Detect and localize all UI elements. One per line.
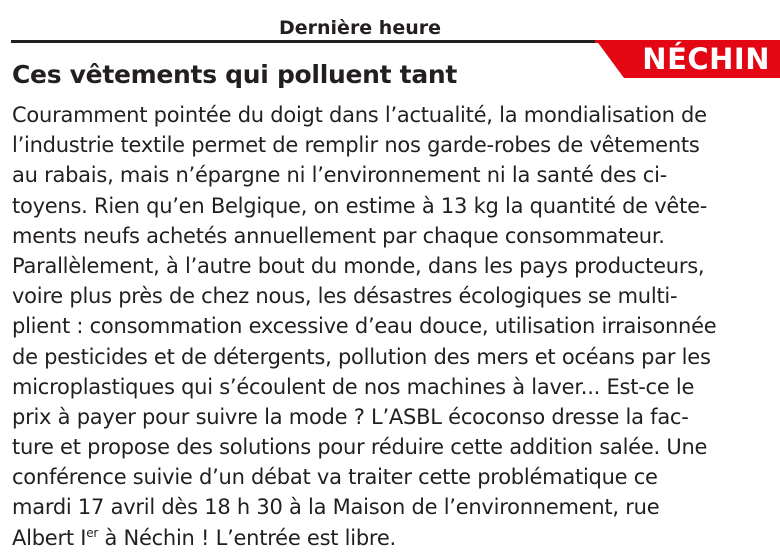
header-rule (11, 40, 595, 43)
section-kicker: Dernière heure (278, 17, 442, 39)
article-line: microplastiques qui s’écoulent de nos machines à laver... Est-ce le (12, 374, 695, 399)
location-tag (596, 40, 780, 78)
article-line: plient : consommation excessive d’eau douce, utilisation irraisonnée (12, 314, 717, 339)
article-headline: Ces vêtements qui polluent tant (12, 60, 458, 89)
article-line: de pesticides et de détergents, pollution des mers et océans par les (12, 344, 711, 369)
article-body (12, 100, 772, 553)
article-line: prix à payer pour suivre la mode ? L’ASBL écoconso dresse la fac- (12, 404, 689, 429)
article-line: au rabais, mais n’épargne ni l’environnement ni la santé des ci- (12, 163, 668, 188)
article-last-line (12, 523, 772, 553)
article-line: toyens. Rien qu’en Belgique, on estime à 13 kg la quantité de vête- (12, 193, 708, 218)
article-line: Parallèlement, à l’autre bout du monde, dans les pays producteurs, (12, 253, 705, 278)
ordinal-superscript: er (86, 525, 99, 540)
article-line: mardi 17 avril dès 18 h 30 à la Maison de l’environnement, rue (12, 495, 660, 520)
article-line: voire plus près de chez nous, les désastres écologiques se multi- (12, 284, 678, 309)
last-line-end: à Néchin ! L’entrée est libre. (98, 525, 396, 550)
article-line: l’industrie textile permet de remplir nos garde-robes de vêtements (12, 133, 700, 158)
article-line: ture et propose des solutions pour réduire cette addition salée. Une (12, 435, 708, 460)
last-line-start: Albert I (12, 525, 87, 550)
location-tag-label: NÉCHIN (642, 42, 770, 76)
article-line: Couramment pointée du doigt dans l’actualité, la mondialisation de (12, 103, 707, 127)
article-line: ments neufs achetés annuellement par chaque consommateur. (12, 223, 665, 248)
article-line: conférence suivie d’un débat va traiter cette problématique ce (12, 465, 658, 490)
